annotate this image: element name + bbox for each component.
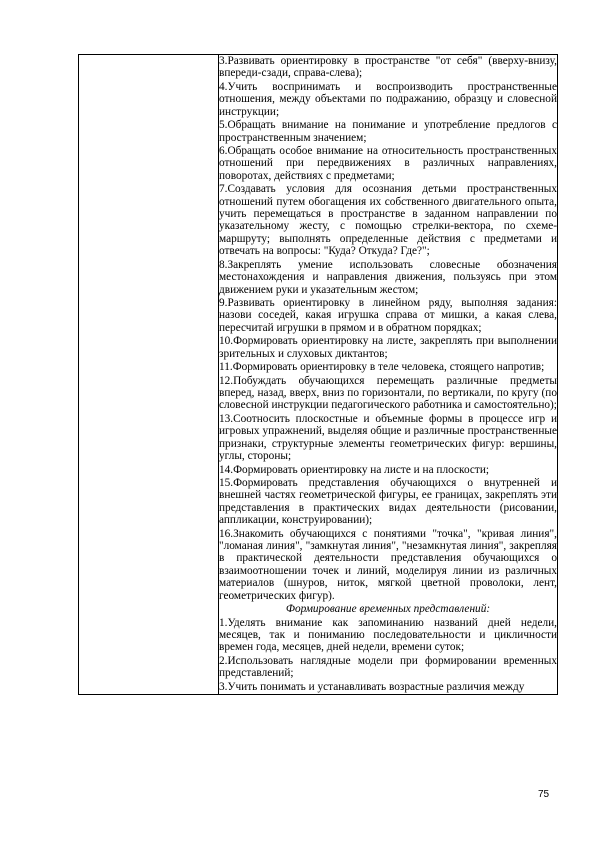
list-item: 6.Обращать особое внимание на относительность пространственных отношений при передвижениях в различных направлениях, поворотах, действиях с предметами; [219, 144, 557, 182]
page-number: 75 [538, 789, 550, 800]
list-item: 5.Обращать внимание на понимание и употребление предлогов с пространственным значением; [219, 119, 557, 144]
list-item: 11.Формировать ориентировку в теле человека, стоящего напротив; [219, 361, 545, 374]
content-table [78, 54, 558, 695]
list-item: 9.Развивать ориентировку в линейном ряду, выполняя задания: назови соседей, какая игрушка справа от мишки, а какая слева, пересчитай игрушки в прямом и в обратном порядках; [219, 297, 557, 334]
list-item: 2.Использовать наглядные модели при формировании временных представлений; [219, 654, 557, 680]
list-item: 13.Соотносить плоскостные и объемные формы в процессе игр и игровых упражнений, выделяя общие и различные пространственные признаки, структурные элементы геометрических фигур: вершины, углы, стороны; [219, 412, 557, 463]
list-item: 12.Побуждать обучающихся перемещать различные предметы вперед, назад, вверх, вниз по горизонтали, по вертикали, по кругу (по словесной инструкции педагогического работника и самостоятельно); [219, 374, 557, 412]
list-item: 1.Уделять внимание как запоминанию названий дней недели, месяцев, так и пониманию последовательности и цикличности времен года, месяцев, дней недели, времени суток; [219, 616, 557, 654]
list-item: 3.Учить понимать и устанавливать возрастные различия между [219, 680, 525, 693]
list-item: 8.Закреплять умение использовать словесные обозначения местонахождения и направления движения, пользуясь при этом движением руки и указательным жестом; [219, 258, 557, 296]
table-row [79, 55, 558, 695]
list-item: 16.Знакомить обучающихся с понятиями "точка", "кривая линия", "ломаная линия", "замкнутая линия", "незамкнутая линия", закрепляя в практической деятельности представления обучающихся о взаимоотношении точек и линий, моделируя линии из различных материалов (шнуров, ниток, мягкой цветной проволоки, лент, геометрических фигур). [219, 527, 557, 602]
list-item: 14.Формировать ориентировку на листе и на плоскости; [219, 463, 490, 476]
list-item: 15.Формировать представления обучающихся о внутренней и внешней частях геометрической фигуры, ее границах, закреплять эти представления в практических видах деятельности (рисовании, аппликации, конструировании); [219, 476, 557, 527]
list-item: 10.Формировать ориентировку на листе, закреплять при выполнении зрительных и слуховых диктантов; [219, 335, 557, 360]
content-cell [219, 55, 558, 695]
section-heading: Формирование временных представлений: [285, 603, 491, 616]
list-item: 7.Создавать условия для осознания детьми пространственных отношений путем обогащения их собственного двигательного опыта, учить перемещаться в пространстве в заданном направлении по указательному жесту, с помощью стрелки-вектора, по схеме-маршруту; выполнять определенные действия с предметами и отвечать на вопросы: "Куда? Откуда? Где?"; [219, 183, 557, 258]
list-item: 3.Развивать ориентировку в пространстве "от себя" (вверху-внизу, впереди-сзади, справа-слева); [219, 55, 557, 80]
empty-left-cell [79, 55, 219, 695]
list-item: 4.Учить воспринимать и воспроизводить пространственные отношения, между объектами по подражанию, образцу и словесной инструкции; [219, 80, 557, 118]
